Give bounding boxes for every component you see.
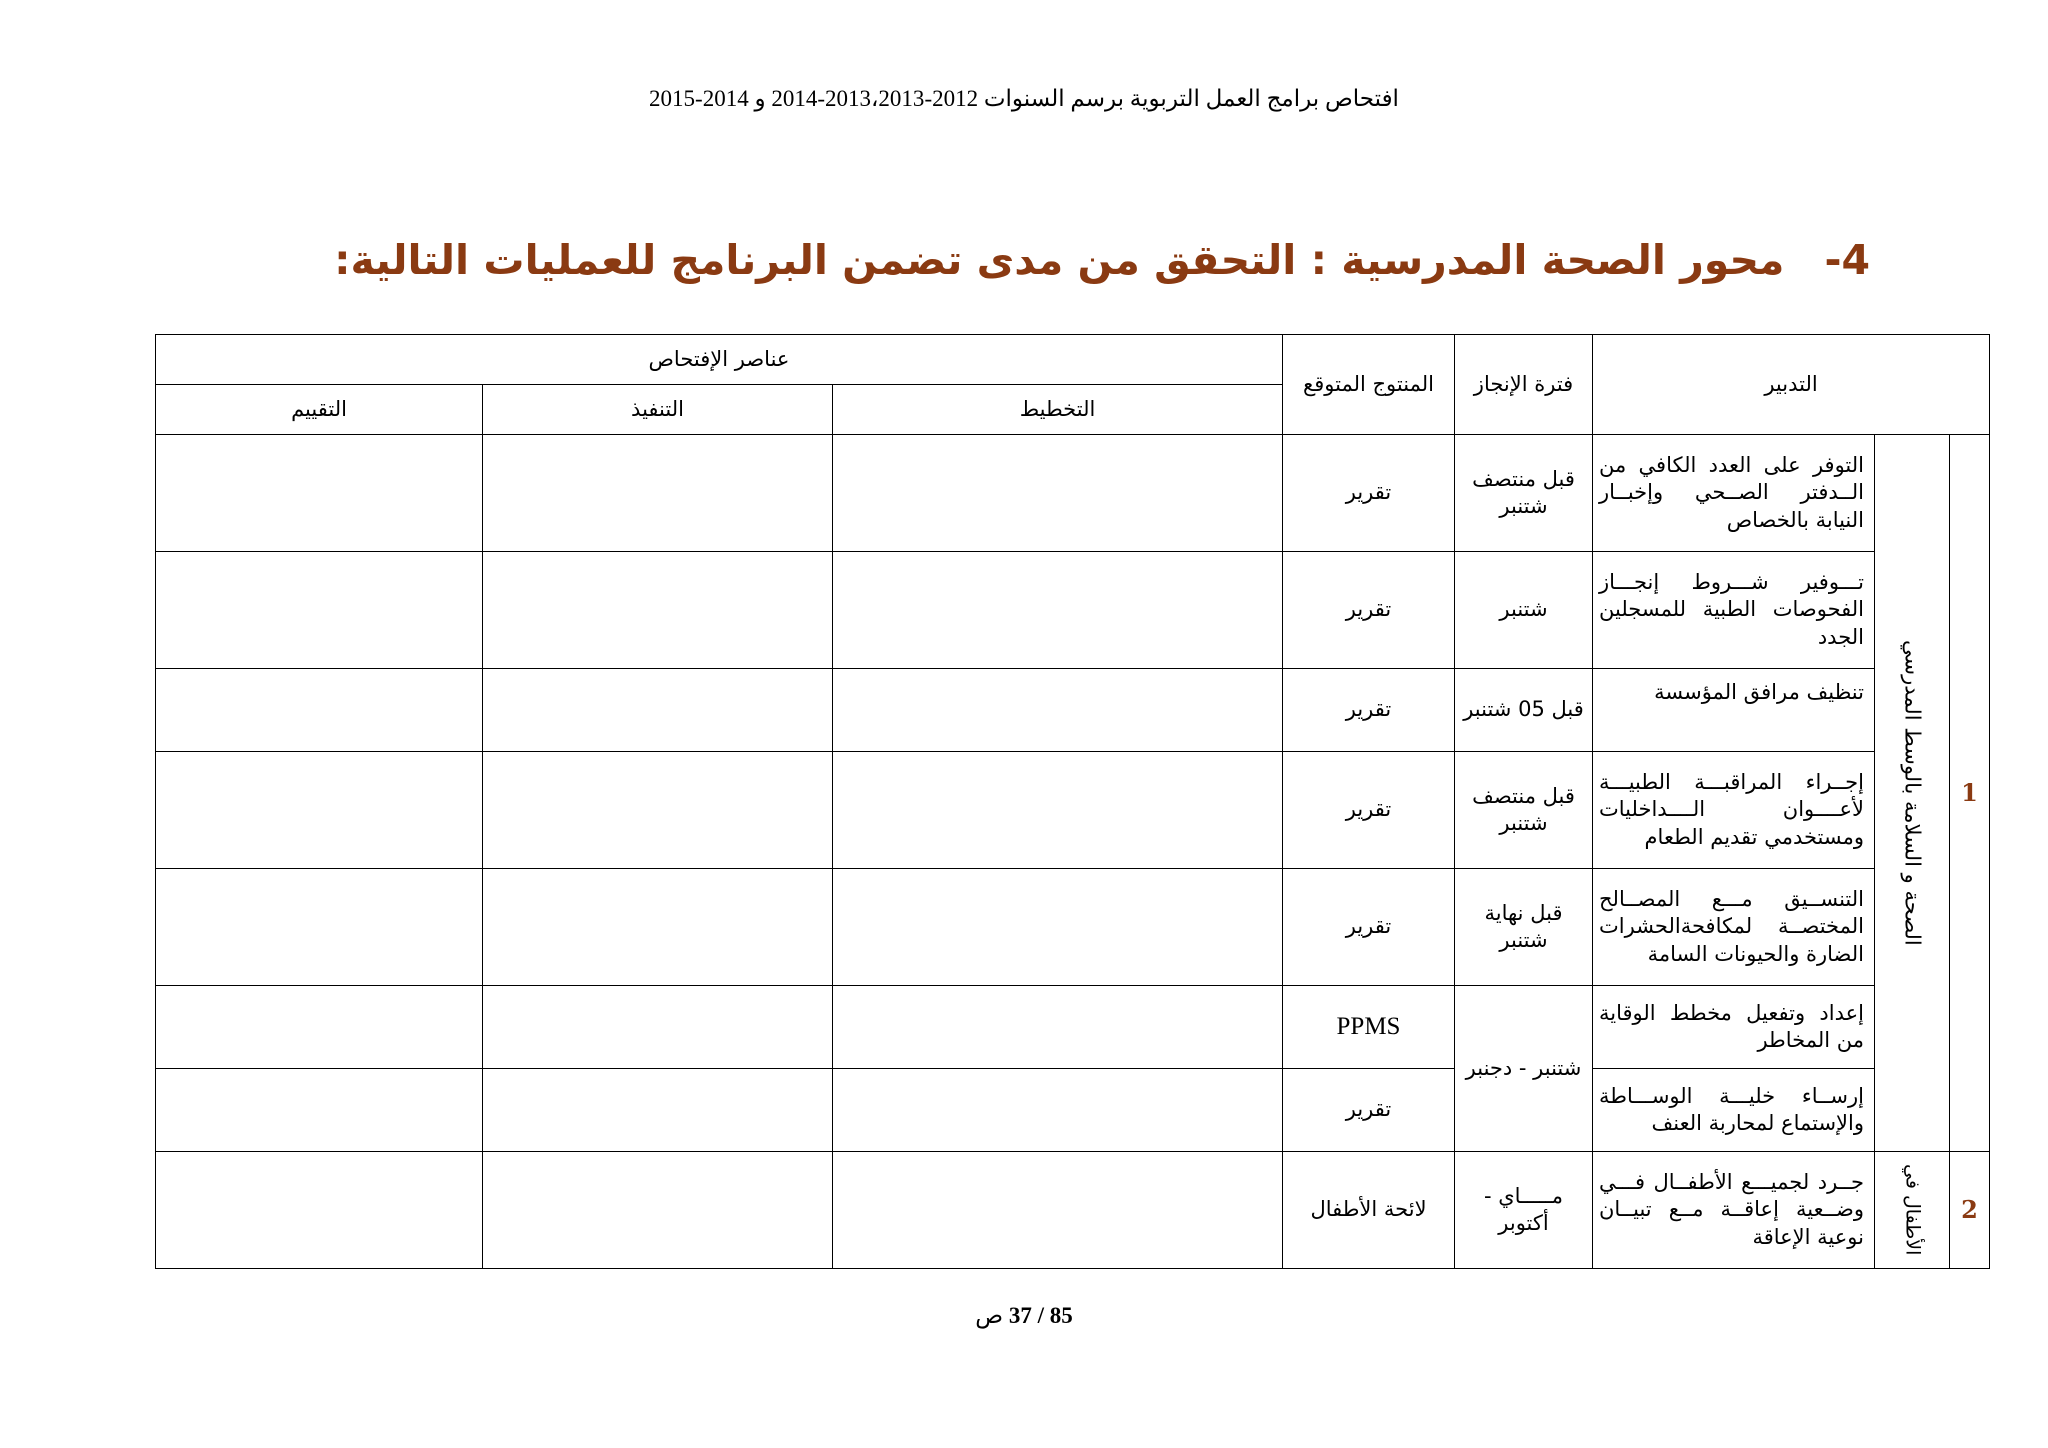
- execution-cell: [483, 1069, 833, 1152]
- product-cell: تقرير: [1283, 435, 1455, 552]
- section-title: [334, 236, 1870, 284]
- product-cell: تقرير: [1283, 552, 1455, 669]
- execution-cell: [483, 1152, 833, 1269]
- product-cell: تقرير: [1283, 1069, 1455, 1152]
- axis-name-text: الصحة و السلامة بالوسط المدرسي: [1900, 640, 1925, 946]
- measure-cell: إجــراء المراقبـــة الطبيـــة لأعــــوان الــــداخليات ومستخدمي تقديم الطعام: [1593, 752, 1875, 869]
- product-cell: تقرير: [1283, 869, 1455, 986]
- evaluation-cell: [156, 986, 483, 1069]
- product-cell: PPMS: [1283, 986, 1455, 1069]
- product-cell: تقرير: [1283, 752, 1455, 869]
- header-execution: التنفيذ: [483, 385, 833, 435]
- axis-name-text: الأطفال في: [1901, 1164, 1924, 1256]
- measure-cell: التوفر على العدد الكافي من الــدفتر الصــحي وإخبــار النيابة بالخصاص: [1593, 435, 1875, 552]
- header-evaluation: التقييم: [156, 385, 483, 435]
- measure-cell: التنســيق مـــع المصــالح المختصــة لمكافحةالحشرات الضارة والحيونات السامة: [1593, 869, 1875, 986]
- page-suffix: ص: [975, 1303, 1004, 1328]
- execution-cell: [483, 986, 833, 1069]
- measure-cell: تـــوفير شـــروط إنجـــاز الفحوصات الطبية للمسجلين الجدد: [1593, 552, 1875, 669]
- header-product: المنتوج المتوقع: [1283, 335, 1455, 435]
- document-header: افتحاص برامج العمل التربوية برسم السنوات 2012-2013،2013-2014 و 2014-2015: [649, 86, 1399, 111]
- audit-table: [155, 334, 1990, 1269]
- table-row: [156, 869, 1990, 986]
- period-cell: شتنبر - دجنبر: [1455, 986, 1593, 1152]
- planning-cell: [833, 1152, 1283, 1269]
- measure-cell: إرســاء خليـــة الوســـاطة والإستماع لمحاربة العنف: [1593, 1069, 1875, 1152]
- header-period: فترة الإنجاز: [1455, 335, 1593, 435]
- execution-cell: [483, 552, 833, 669]
- table-row: [156, 669, 1990, 752]
- evaluation-cell: [156, 669, 483, 752]
- evaluation-cell: [156, 1152, 483, 1269]
- evaluation-cell: [156, 869, 483, 986]
- section-title-text: محور الصحة المدرسية : التحقق من مدى تضمن البرنامج للعمليات التالية:: [334, 236, 1785, 284]
- header-row-1: [156, 335, 1990, 385]
- axis-name: [1875, 1152, 1950, 1269]
- planning-cell: [833, 752, 1283, 869]
- planning-cell: [833, 669, 1283, 752]
- planning-cell: [833, 435, 1283, 552]
- axis-name: [1875, 435, 1950, 1152]
- product-cell: تقرير: [1283, 669, 1455, 752]
- evaluation-cell: [156, 435, 483, 552]
- period-cell: قبل منتصف شتنبر: [1455, 752, 1593, 869]
- measure-cell: جــرد لجميـــع الأطفــال فـــي وضــعية إعاقــة مــع تبيــان نوعية الإعاقة: [1593, 1152, 1875, 1269]
- header-planning: التخطيط: [833, 385, 1283, 435]
- header-audit-elements: عناصر الإفتحاص: [156, 335, 1283, 385]
- table-row: [156, 435, 1990, 552]
- evaluation-cell: [156, 552, 483, 669]
- execution-cell: [483, 869, 833, 986]
- period-cell: شتنبر: [1455, 552, 1593, 669]
- measure-cell: إعداد وتفعيل مخطط الوقاية من المخاطر: [1593, 986, 1875, 1069]
- table-row: [156, 1069, 1990, 1152]
- table-row: [156, 752, 1990, 869]
- product-cell: لائحة الأطفال: [1283, 1152, 1455, 1269]
- period-cell: قبل 05 شتنبر: [1455, 669, 1593, 752]
- page-separator: /: [1037, 1303, 1044, 1328]
- page-current: 37: [1008, 1303, 1032, 1328]
- page-footer: [0, 1303, 2048, 1329]
- table-row: [156, 552, 1990, 669]
- page-total: 85: [1049, 1303, 1073, 1328]
- planning-cell: [833, 986, 1283, 1069]
- section-number: 4-: [1824, 236, 1870, 284]
- execution-cell: [483, 752, 833, 869]
- evaluation-cell: [156, 752, 483, 869]
- execution-cell: [483, 669, 833, 752]
- table-row: [156, 986, 1990, 1069]
- axis-number: 1: [1950, 435, 1990, 1152]
- planning-cell: [833, 552, 1283, 669]
- period-cell: مـــــاي - أكتوبر: [1455, 1152, 1593, 1269]
- header-measure: التدبير: [1593, 335, 1990, 435]
- planning-cell: [833, 869, 1283, 986]
- evaluation-cell: [156, 1069, 483, 1152]
- planning-cell: [833, 1069, 1283, 1152]
- execution-cell: [483, 435, 833, 552]
- table-row: [156, 1152, 1990, 1269]
- period-cell: قبل منتصف شتنبر: [1455, 435, 1593, 552]
- axis-number: 2: [1950, 1152, 1990, 1269]
- measure-cell: تنظيف مرافق المؤسسة: [1593, 669, 1875, 752]
- period-cell: قبل نهاية شتنبر: [1455, 869, 1593, 986]
